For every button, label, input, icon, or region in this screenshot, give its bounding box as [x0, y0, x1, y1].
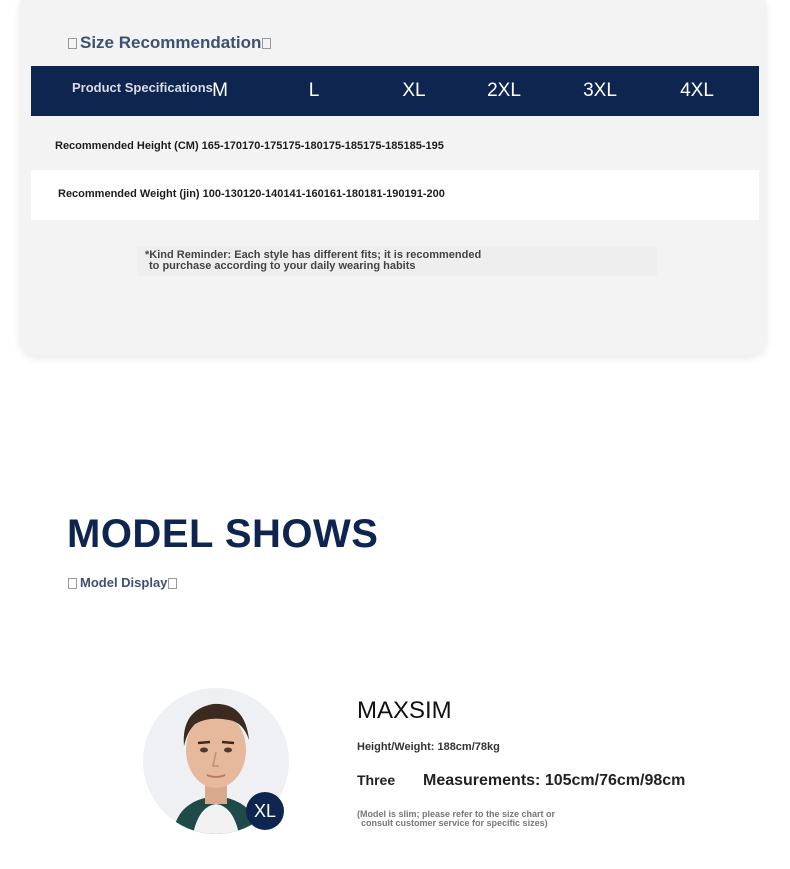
size-header-3xl: 3XL: [583, 80, 617, 101]
model-shows-title: MODEL SHOWS: [67, 512, 379, 556]
reminder-line-2: to purchase according to your daily wearing habits: [149, 260, 416, 272]
size-recommendation-title: Size Recommendation: [68, 33, 271, 53]
missing-glyph-icon: [68, 578, 77, 589]
size-header-l: L: [308, 80, 320, 101]
model-measurements: Measurements: 105cm/76cm/98cm: [423, 772, 686, 789]
recommended-weight-row: Recommended Weight (jin) 100-130120-140141-160161-180181-190191-200: [58, 188, 445, 200]
kind-reminder: [137, 246, 657, 276]
reminder-line-1: *Kind Reminder: Each style has different fits; it is recommended: [145, 249, 482, 261]
model-note-line-1: (Model is slim; please refer to the size chart or: [357, 809, 556, 819]
size-header-2xl: 2XL: [487, 80, 521, 101]
model-name: MAXSIM: [357, 697, 452, 724]
size-header-4xl: 4XL: [680, 80, 714, 101]
model-note-line-2: consult customer service for specific sizes): [361, 818, 548, 828]
size-badge-xl: XL: [246, 792, 284, 830]
missing-glyph-icon: [68, 38, 77, 49]
missing-glyph-icon: [262, 38, 271, 49]
model-height-weight: Height/Weight: 188cm/78kg: [357, 741, 500, 753]
missing-glyph-icon: [168, 578, 177, 589]
model-display-subtitle: Model Display: [68, 575, 177, 590]
three-label: Three: [357, 772, 396, 788]
model-note: [357, 810, 555, 828]
recommended-height-row: Recommended Height (CM) 165-170170-175175-180175-185175-185185-195: [55, 140, 444, 152]
product-specifications-label: Product Specifications: [72, 80, 213, 95]
size-header-m: M: [212, 80, 228, 101]
size-header-xl: XL: [402, 80, 426, 101]
size-table-header: [31, 66, 759, 116]
